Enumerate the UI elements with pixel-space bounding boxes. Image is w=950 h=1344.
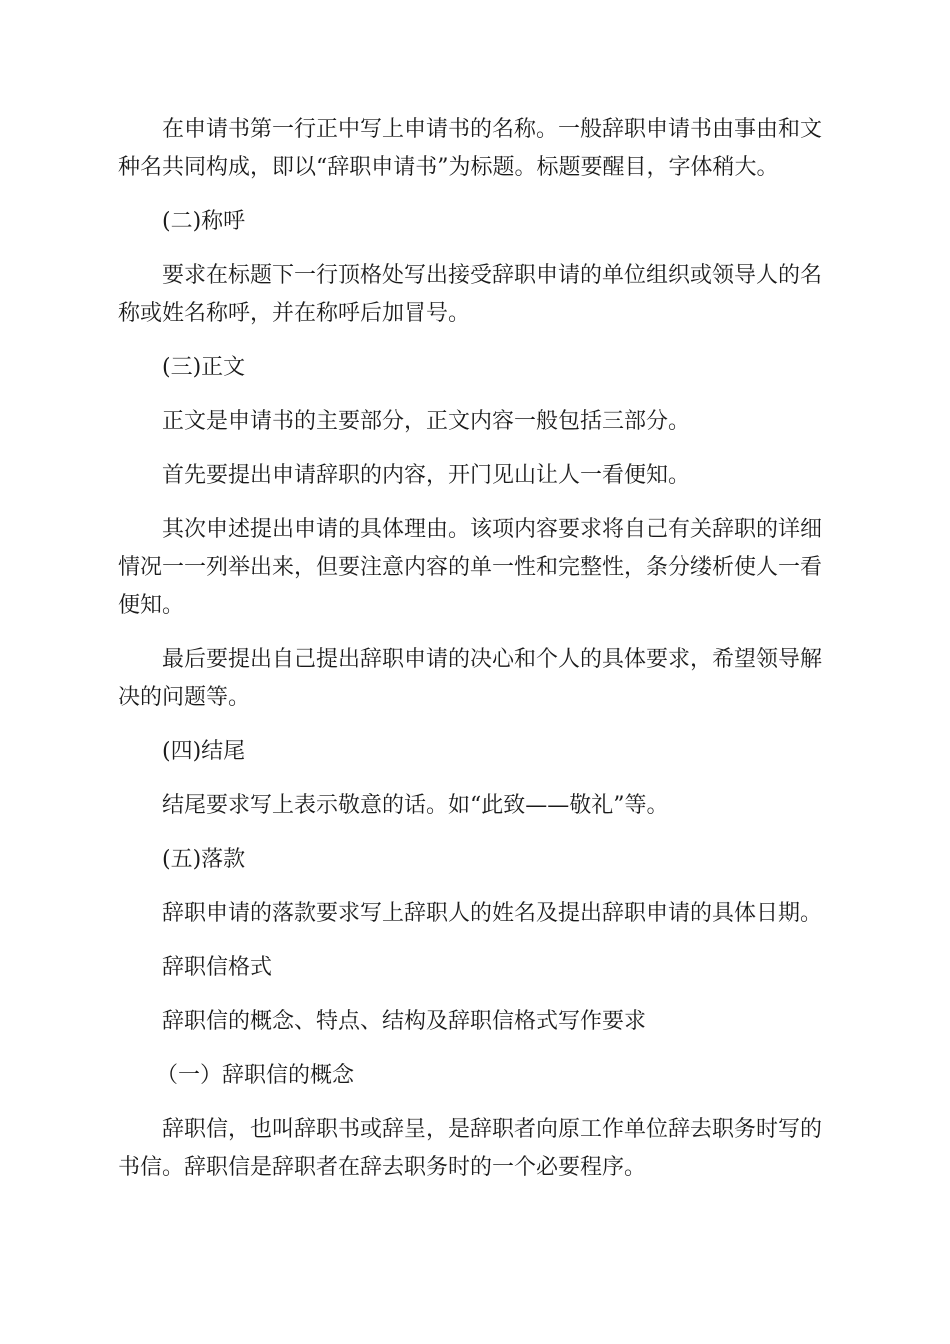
heading-resignation-letter-overview: 辞职信的概念、特点、结构及辞职信格式写作要求: [162, 1009, 647, 1034]
paragraph-signature: 辞职申请的落款要求写上辞职人的姓名及提出辞职申请的具体日期。: [162, 901, 823, 926]
section-heading-concept: （一）辞职信的概念: [156, 1063, 355, 1088]
heading-resignation-letter-format: 辞职信格式: [162, 955, 273, 980]
paragraph-body-second-line-2: 情况一一列举出来，但要注意内容的单一性和完整性，条分缕析使人一看: [118, 555, 823, 580]
section-heading-body: (三)正文: [162, 355, 246, 380]
paragraph-title-intro-line-1: 在申请书第一行正中写上申请书的名称。一般辞职申请书由事由和文: [162, 117, 823, 142]
paragraph-body-last-line-2: 决的问题等。: [118, 685, 251, 710]
section-heading-salutation: (二)称呼: [162, 209, 246, 234]
section-heading-signature: (五)落款: [162, 847, 246, 872]
paragraph-body-last-line-1: 最后要提出自己提出辞职申请的决心和个人的具体要求，希望领导解: [162, 647, 823, 672]
paragraph-concept-line-1: 辞职信，也叫辞职书或辞呈，是辞职者向原工作单位辞去职务时写的: [162, 1117, 823, 1142]
section-heading-closing: (四)结尾: [162, 739, 246, 764]
paragraph-salutation-line-1: 要求在标题下一行顶格处写出接受辞职申请的单位组织或领导人的名: [162, 263, 823, 288]
paragraph-body-first: 首先要提出申请辞职的内容，开门见山让人一看便知。: [162, 463, 691, 488]
paragraph-closing: 结尾要求写上表示敬意的话。如“此致——敬礼”等。: [162, 793, 669, 818]
paragraph-body-second-line-3: 便知。: [118, 593, 185, 618]
paragraph-concept-line-2: 书信。辞职信是辞职者在辞去职务时的一个必要程序。: [118, 1155, 647, 1180]
paragraph-salutation-line-2: 称或姓名称呼，并在称呼后加冒号。: [118, 301, 471, 326]
paragraph-body-second-line-1: 其次申述提出申请的具体理由。该项内容要求将自己有关辞职的详细: [162, 517, 823, 542]
paragraph-title-intro-line-2: 种名共同构成，即以“辞职申请书”为标题。标题要醒目，字体稍大。: [118, 155, 779, 180]
paragraph-body-summary: 正文是申请书的主要部分，正文内容一般包括三部分。: [162, 409, 691, 434]
